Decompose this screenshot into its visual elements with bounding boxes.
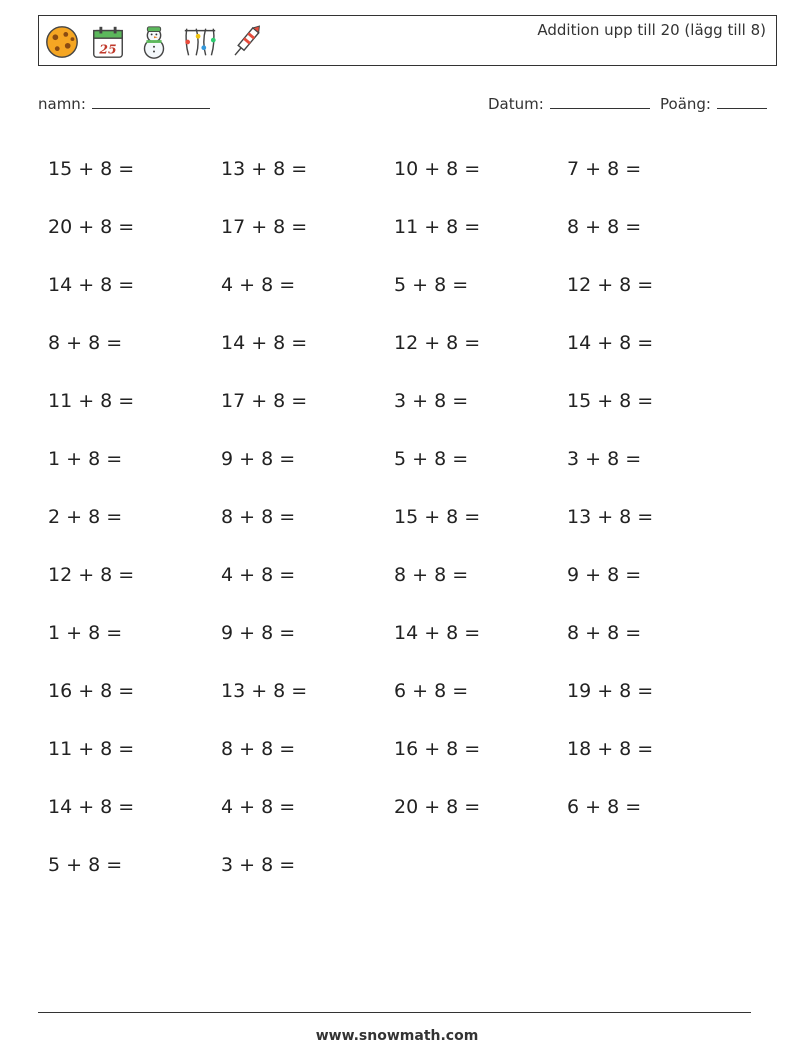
problem-item: 15 + 8 = (48, 158, 135, 180)
problem-item: 6 + 8 = (567, 796, 642, 818)
problem-item: 4 + 8 = (221, 274, 296, 296)
footer-divider (38, 1012, 751, 1013)
problem-item: 9 + 8 = (567, 564, 642, 586)
cookie-icon (43, 23, 81, 61)
problem-item: 19 + 8 = (567, 680, 654, 702)
problem-item: 14 + 8 = (567, 332, 654, 354)
problem-item: 15 + 8 = (567, 390, 654, 412)
problem-item: 14 + 8 = (48, 274, 135, 296)
firework-rocket-icon (227, 23, 265, 61)
problem-item: 1 + 8 = (48, 448, 123, 470)
problem-item: 18 + 8 = (567, 738, 654, 760)
problem-row (48, 662, 748, 720)
problem-grid (48, 140, 748, 894)
worksheet-header (38, 15, 777, 66)
problem-item: 13 + 8 = (221, 680, 308, 702)
problem-row (48, 604, 748, 662)
problem-item: 8 + 8 = (221, 506, 296, 528)
problem-item: 4 + 8 = (221, 564, 296, 586)
problem-item: 17 + 8 = (221, 390, 308, 412)
problem-item: 13 + 8 = (221, 158, 308, 180)
problem-row (48, 488, 748, 546)
score-field (660, 94, 767, 113)
problem-item: 14 + 8 = (48, 796, 135, 818)
problem-item: 12 + 8 = (394, 332, 481, 354)
problem-item: 14 + 8 = (394, 622, 481, 644)
problem-item: 5 + 8 = (48, 854, 123, 876)
date-label: Datum: (488, 95, 544, 113)
problem-item: 17 + 8 = (221, 216, 308, 238)
header-icons (43, 22, 265, 62)
problem-item: 8 + 8 = (567, 622, 642, 644)
problem-item: 6 + 8 = (394, 680, 469, 702)
problem-item: 11 + 8 = (48, 738, 135, 760)
problem-item: 8 + 8 = (394, 564, 469, 586)
problem-item: 11 + 8 = (394, 216, 481, 238)
problem-row (48, 256, 748, 314)
calendar-number: 25 (99, 41, 117, 57)
problem-item: 4 + 8 = (221, 796, 296, 818)
problem-item: 3 + 8 = (221, 854, 296, 876)
problem-item: 8 + 8 = (48, 332, 123, 354)
problem-item: 20 + 8 = (48, 216, 135, 238)
problem-item: 9 + 8 = (221, 622, 296, 644)
problem-item: 5 + 8 = (394, 448, 469, 470)
problem-item: 5 + 8 = (394, 274, 469, 296)
problem-item: 20 + 8 = (394, 796, 481, 818)
problem-item: 9 + 8 = (221, 448, 296, 470)
problem-item: 3 + 8 = (394, 390, 469, 412)
problem-row (48, 546, 748, 604)
score-label: Poäng: (660, 95, 711, 113)
problem-row (48, 198, 748, 256)
problem-item: 8 + 8 = (221, 738, 296, 760)
date-field (488, 94, 650, 113)
name-blank[interactable] (92, 94, 210, 109)
problem-item: 16 + 8 = (394, 738, 481, 760)
problem-row (48, 720, 748, 778)
problem-row (48, 430, 748, 488)
problem-item: 16 + 8 = (48, 680, 135, 702)
problem-row (48, 778, 748, 836)
problem-item: 3 + 8 = (567, 448, 642, 470)
problem-item: 15 + 8 = (394, 506, 481, 528)
problem-row (48, 372, 748, 430)
problem-item: 13 + 8 = (567, 506, 654, 528)
problem-item: 7 + 8 = (567, 158, 642, 180)
snowman-icon (135, 23, 173, 61)
score-blank[interactable] (717, 94, 767, 109)
problem-row (48, 836, 748, 894)
name-label: namn: (38, 95, 86, 113)
calendar-icon (89, 23, 127, 61)
problem-item: 14 + 8 = (221, 332, 308, 354)
date-blank[interactable] (550, 94, 650, 109)
problem-row (48, 140, 748, 198)
problem-item: 10 + 8 = (394, 158, 481, 180)
problem-item: 8 + 8 = (567, 216, 642, 238)
worksheet-title: Addition upp till 20 (lägg till 8) (537, 21, 766, 39)
problem-row (48, 314, 748, 372)
problem-item: 2 + 8 = (48, 506, 123, 528)
problem-item: 12 + 8 = (48, 564, 135, 586)
footer-site: www.snowmath.com (315, 1028, 479, 1044)
problem-item: 11 + 8 = (48, 390, 135, 412)
name-field (38, 94, 210, 113)
problem-item: 1 + 8 = (48, 622, 123, 644)
string-lights-icon (181, 23, 219, 61)
problem-item: 12 + 8 = (567, 274, 654, 296)
